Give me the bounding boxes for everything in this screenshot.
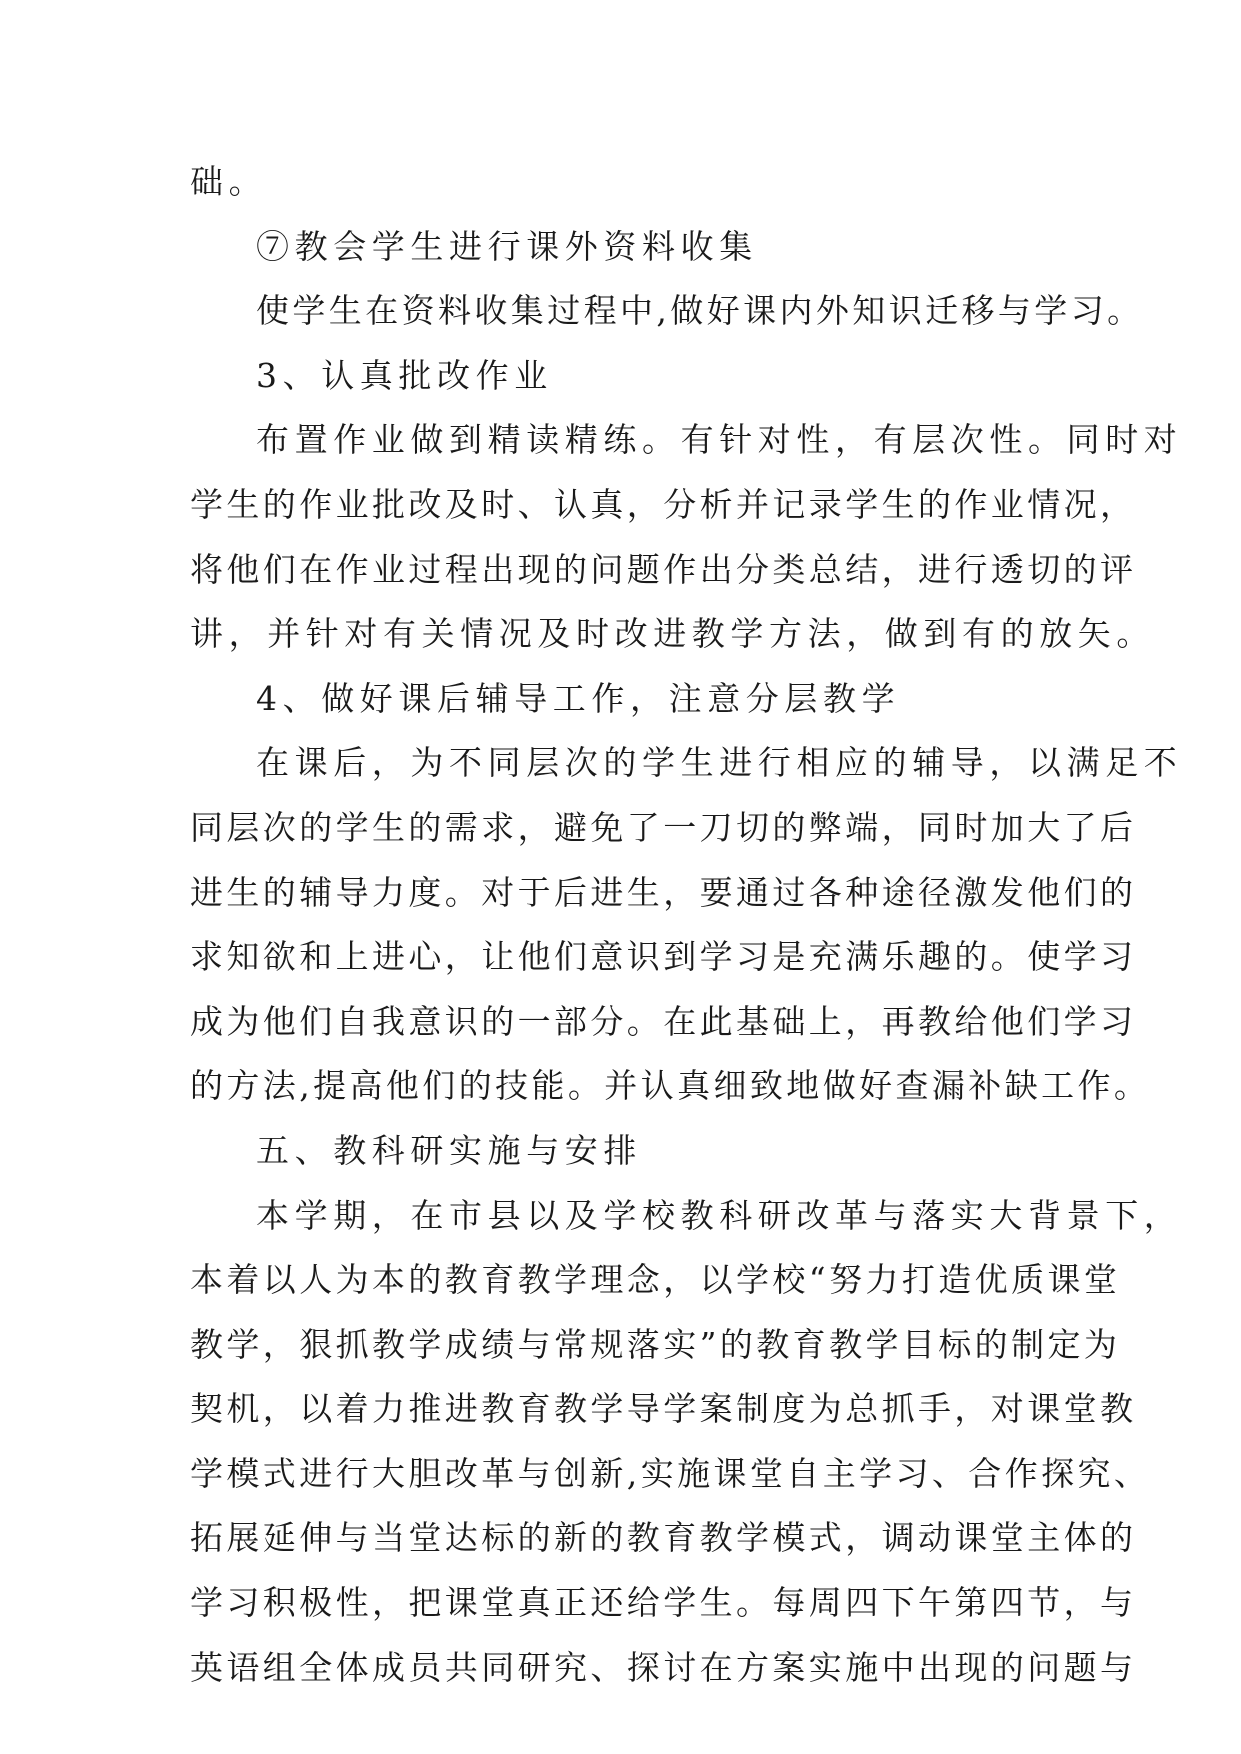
text-line: 求知欲和上进心，让他们意识到学习是充满乐趣的。使学习 xyxy=(190,937,1137,977)
text-line: 学生的作业批改及时、认真，分析并记录学生的作业情况， xyxy=(190,484,1137,524)
text-line: 使学生在资料收集过程中,做好课内外知识迁移与学习。 xyxy=(256,291,1144,331)
text-line: 拓展延伸与当堂达标的新的教育教学模式，调动课堂主体的 xyxy=(190,1518,1137,1558)
section-heading: 五、教科研实施与安排 xyxy=(256,1130,642,1170)
text-line: 布置作业做到精读精练。有针对性，有层次性。同时对 xyxy=(256,420,1183,460)
text-line: 本着以人为本的教育教学理念，以学校“努力打造优质课堂 xyxy=(190,1260,1121,1300)
text-line: 在课后，为不同层次的学生进行相应的辅导，以满足不 xyxy=(256,743,1183,783)
section-heading: 4、做好课后辅导工作，注意分层教学 xyxy=(256,678,901,718)
text-line: 将他们在作业过程出现的问题作出分类总结，进行透切的评 xyxy=(190,549,1137,589)
text-line: 的方法,提高他们的技能。并认真细致地做好查漏补缺工作。 xyxy=(190,1066,1151,1106)
text-line: 成为他们自我意识的一部分。在此基础上，再教给他们学习 xyxy=(190,1001,1137,1041)
section-heading: 3、认真批改作业 xyxy=(256,355,553,395)
text-line: 学模式进行大胆改革与创新,实施课堂自主学习、合作探究、 xyxy=(190,1453,1151,1493)
text-line: 学习积极性，把课堂真正还给学生。每周四下午第四节，与 xyxy=(190,1583,1137,1623)
numbered-item-heading: ⑦教会学生进行课外资料收集 xyxy=(256,226,758,266)
text-line: 本学期，在市县以及学校教科研改革与落实大背景下， xyxy=(256,1195,1183,1235)
text-line: 础。 xyxy=(190,162,268,201)
text-line: 教学，狠抓教学成绩与常规落实”的教育教学目标的制定为 xyxy=(190,1324,1121,1364)
text-line: 同层次的学生的需求，避免了一刀切的弊端，同时加大了后 xyxy=(190,807,1137,847)
text-line: 英语组全体成员共同研究、探讨在方案实施中出现的问题与 xyxy=(190,1647,1137,1687)
text-line: 契机，以着力推进教育教学导学案制度为总抓手，对课堂教 xyxy=(190,1389,1137,1429)
text-line: 进生的辅导力度。对于后进生，要通过各种途径激发他们的 xyxy=(190,872,1137,912)
body-text xyxy=(190,160,1183,1710)
text-line: 讲，并针对有关情况及时改进教学方法，做到有的放矢。 xyxy=(190,614,1155,654)
